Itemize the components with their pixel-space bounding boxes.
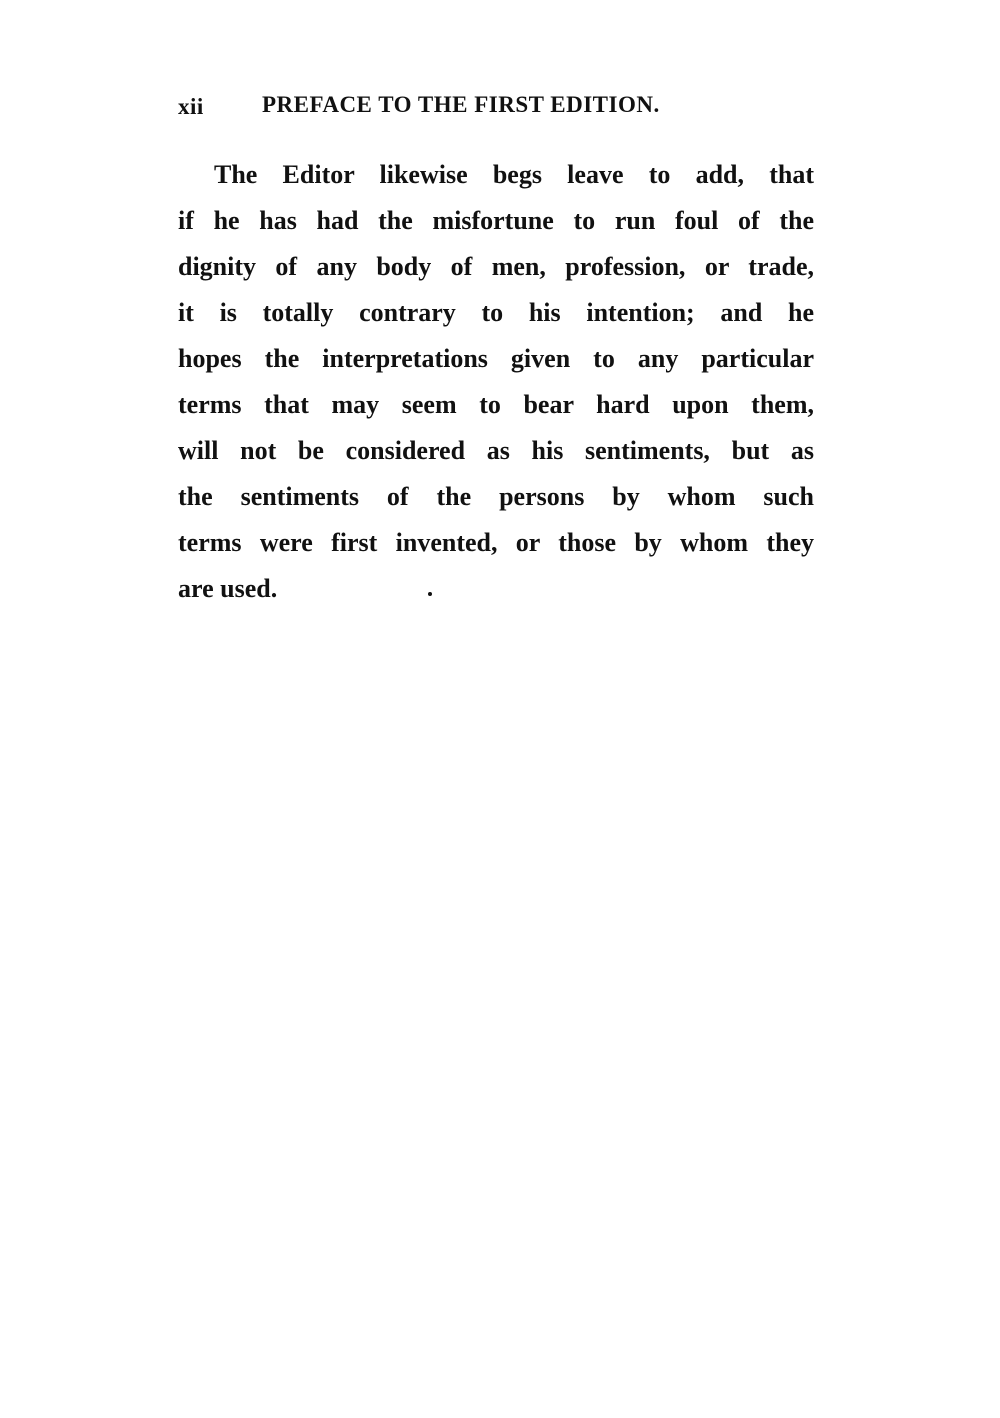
text-line: are used. bbox=[178, 574, 278, 603]
text-line: it is totally contrary to his intention; and he bbox=[178, 298, 814, 327]
text-line: dignity of any body of men, profession, or trade, bbox=[178, 252, 814, 281]
text-line: terms that may seem to bear hard upon them, bbox=[178, 390, 814, 419]
text-line: terms were first invented, or those by whom they bbox=[178, 528, 814, 557]
text-line: if he has had the misfortune to run foul of the bbox=[178, 206, 814, 235]
running-head bbox=[178, 92, 818, 128]
text-line: will not be considered as his sentiments, but as bbox=[178, 436, 814, 465]
page-number: xii bbox=[178, 94, 204, 119]
preface-paragraph bbox=[178, 152, 814, 612]
text-line: The Editor likewise begs leave to add, that bbox=[214, 160, 814, 189]
text-line: hopes the interpretations given to any particular bbox=[178, 344, 814, 373]
text-line: the sentiments of the persons by whom such bbox=[178, 482, 814, 511]
running-title: PREFACE TO THE FIRST EDITION. bbox=[262, 92, 660, 117]
ink-speck bbox=[428, 592, 432, 596]
